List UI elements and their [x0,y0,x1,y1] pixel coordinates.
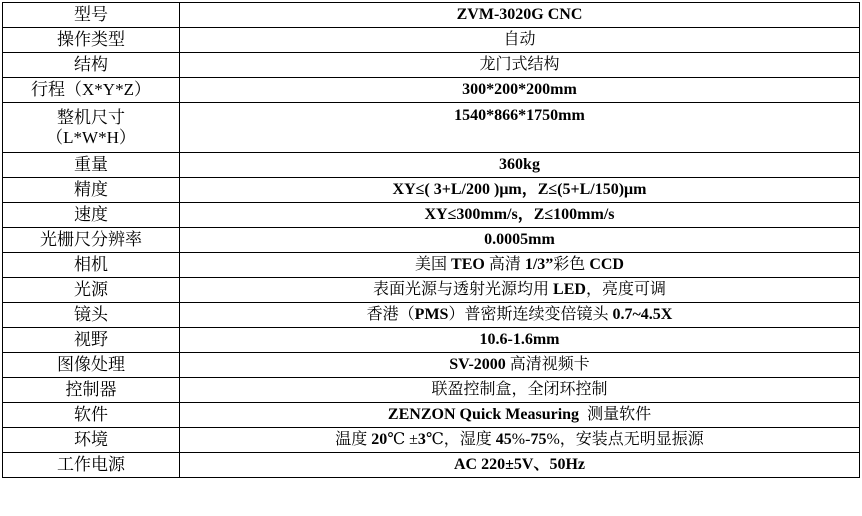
spec-value-cell [180,53,860,78]
spec-value-text: 美国 [415,256,452,273]
spec-value-cell [180,28,860,53]
spec-value-text: %，安装点无明显振源 [546,431,704,448]
spec-label: 控制器 [65,380,117,399]
spec-value-cell [180,153,860,178]
spec-row [3,103,860,153]
spec-value-text: AC 220±5V、50Hz [454,456,585,473]
spec-value-text: 1540*866*1750mm [454,107,585,124]
spec-row [3,303,860,328]
spec-row [3,403,860,428]
spec-row [3,78,860,103]
spec-label-cell [3,153,180,178]
spec-row [3,328,860,353]
spec-value-cell [180,203,860,228]
spec-value-text: ℃ ± [387,431,418,448]
spec-label: 相机 [74,255,108,274]
spec-value-text: 彩色 [553,256,590,273]
spec-value-cell [180,78,860,103]
spec-value-text: TEO [451,256,485,273]
spec-value-text: 测量软件 [579,406,652,423]
spec-value-cell [180,253,860,278]
spec-value-text: 10.6-1.6mm [479,331,560,348]
spec-row [3,178,860,203]
spec-value-text: %- [511,431,531,448]
spec-value-text: XY≤( 3+L/200 )μm，Z≤(5+L/150)μm [392,181,647,198]
spec-value-cell [180,228,860,253]
spec-value-text: SV-2000 [449,356,506,373]
spec-value-text: 表面光源与透射光源均用 [373,281,554,298]
spec-value-text: 高清视频卡 [505,356,590,373]
spec-label-cell [3,53,180,78]
spec-row [3,353,860,378]
spec-label: 图像处理 [57,355,125,374]
spec-label: 工作电源 [57,455,125,474]
spec-label-cell [3,403,180,428]
spec-value-text: ，亮度可调 [585,281,666,298]
spec-value-text: 0.7~4.5X [612,306,673,323]
spec-label: 光栅尺分辨率 [40,230,142,249]
spec-value-cell [180,278,860,303]
spec-value-cell [180,3,860,28]
spec-label: 行程（X*Y*Z） [31,80,151,99]
spec-label: 型号 [74,5,108,24]
spec-label-cell [3,28,180,53]
spec-value-cell [180,328,860,353]
spec-label-cell [3,453,180,478]
spec-value-text: 360kg [499,156,540,173]
spec-value-text: ）普密斯连续变倍镜头 [448,306,613,323]
spec-row [3,3,860,28]
spec-value-cell [180,103,860,153]
spec-value-cell [180,353,860,378]
spec-label-cell [3,203,180,228]
spec-value-cell [180,178,860,203]
spec-label-cell [3,103,180,153]
spec-row [3,28,860,53]
spec-label-line: （L*W*H） [46,127,136,147]
spec-value-text: ZENZON Quick Measuring [387,406,580,423]
spec-label: 重量 [74,155,108,174]
spec-label-cell [3,3,180,28]
spec-value-cell [180,453,860,478]
spec-value-text: 3 [417,431,426,448]
spec-label-line: 整机尺寸 [57,107,125,127]
spec-label: 操作类型 [57,30,125,49]
spec-value-cell [180,303,860,328]
spec-row [3,378,860,403]
spec-label-cell [3,78,180,103]
spec-value-cell [180,428,860,453]
spec-value-text: 45 [495,431,512,448]
spec-label-cell [3,353,180,378]
spec-value-text: 20 [371,431,388,448]
spec-table-body [3,3,860,478]
spec-label-cell [3,178,180,203]
spec-value-text: ℃，湿度 [425,431,496,448]
spec-row [3,53,860,78]
spec-row [3,428,860,453]
spec-label-cell [3,303,180,328]
spec-label: 环境 [74,430,108,449]
spec-label-cell [3,228,180,253]
spec-value-text: 香港（ [366,306,415,323]
spec-value-text: 联盈控制盒，全闭环控制 [431,381,608,398]
spec-value-text: CCD [589,256,624,273]
spec-label-cell [3,328,180,353]
spec-row [3,203,860,228]
spec-value-text: 高清 [484,256,525,273]
spec-value-text: 75 [530,431,547,448]
spec-label: 精度 [74,180,108,199]
spec-label: 镜头 [74,305,108,324]
spec-table [2,2,860,478]
spec-value-text: 300*200*200mm [462,81,577,98]
spec-value-text: 0.0005mm [484,231,555,248]
spec-label-cell [3,253,180,278]
spec-value-cell [180,403,860,428]
spec-label: 光源 [74,280,108,299]
spec-value-text: 1/3” [524,256,554,273]
spec-value-cell [180,378,860,403]
spec-row [3,153,860,178]
spec-value-text: PMS [414,306,449,323]
spec-value-text: ZVM-3020G CNC [456,6,583,23]
spec-label-cell [3,278,180,303]
spec-label: 软件 [74,405,108,424]
spec-value-text: XY≤300mm/s，Z≤100mm/s [424,206,615,223]
spec-value-text: 温度 [335,431,372,448]
spec-label: 速度 [74,205,108,224]
spec-row [3,278,860,303]
spec-row [3,228,860,253]
spec-value-text: LED [553,281,586,298]
spec-row [3,453,860,478]
spec-row [3,253,860,278]
spec-label-cell [3,428,180,453]
spec-value-text: 自动 [503,31,536,48]
spec-value-text: 龙门式结构 [479,56,560,73]
spec-label: 结构 [74,55,108,74]
spec-label-cell [3,378,180,403]
spec-label: 视野 [74,330,108,349]
